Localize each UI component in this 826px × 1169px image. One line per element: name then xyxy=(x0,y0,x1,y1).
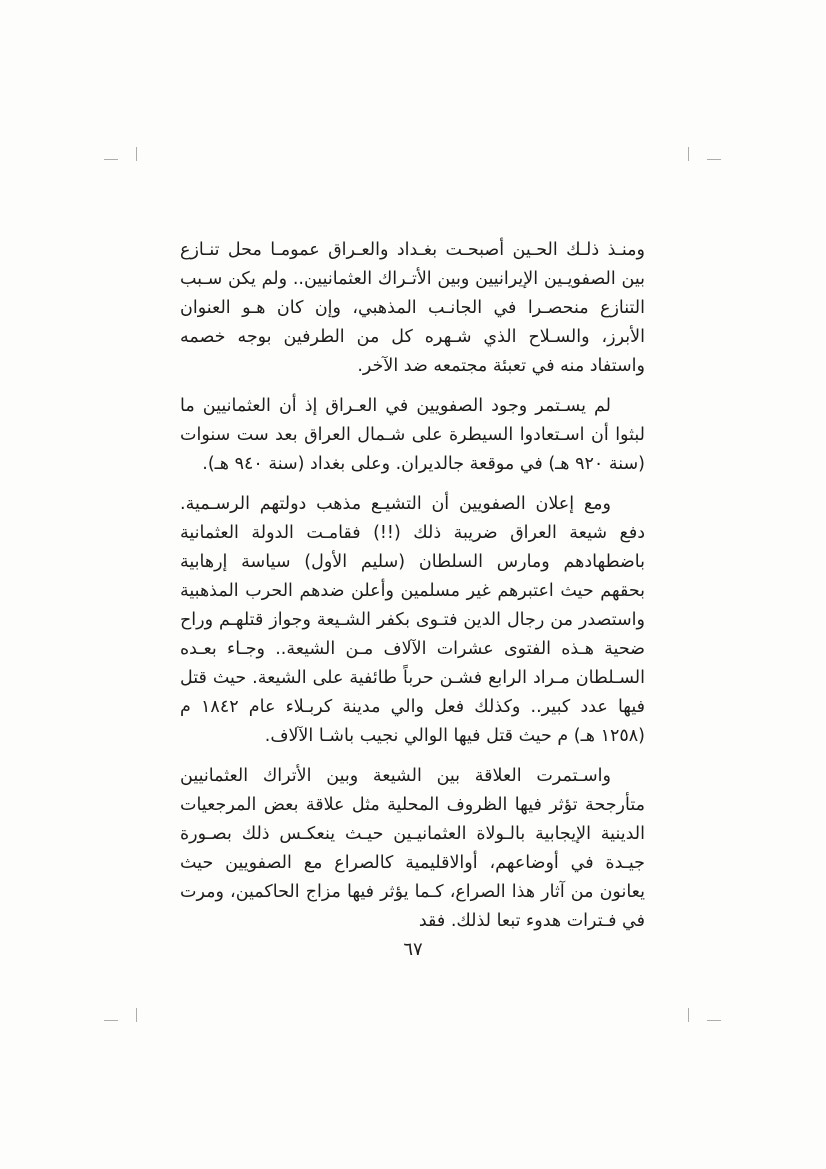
crop-mark-bottom-left xyxy=(104,1008,138,1023)
crop-mark-horizontal-line xyxy=(104,159,118,160)
crop-mark-vertical-line xyxy=(688,147,689,161)
crop-mark-horizontal-line xyxy=(707,1020,721,1021)
paragraph-2: لم يسـتمر وجود الصفويين في العـراق إذ أن العثمانيين ما لبثوا أن اسـتعادوا السيطرة على شـمال العراق بعد ست سنوات (سنة ٩٢٠ هـ) في موقعة جالديران. وعلى بغداد (سنة ٩٤٠ هـ). xyxy=(180,396,645,474)
paragraph-4: واسـتمرت العلاقة بين الشيعة وبين الأتراك العثمانيين متأرجحة تؤثر فيها الظروف المحلية مثل علاقة بعض المرجعيات الدينية الإيجابية بالـولاة العثمانيـين حيـث ينعكـس ذلك بصـورة جيـدة في أوضاعهم، أوالاقليمية كالصراع مع الصفويين حيث يعانون من آثار هذا الصراع، كـما يؤثر فيها مزاج الحاكمين، ومرت في فـترات هدوء تبعا لذلك. فقد xyxy=(180,766,645,931)
page-number: ٦٧ xyxy=(403,939,423,960)
crop-mark-vertical-line xyxy=(688,1008,689,1022)
paragraph-1: ومنـذ ذلـك الحـين أصبحـت بغـداد والعـراق عمومـا محل تنـازع بين الصفويـين الإيرانيين وبين الأتـراك العثمانيين.. ولم يكن سـبب التنازع منحصـرا في الجانـب المذهبي، وإن كان هـو العنوان الأبرز، والسـلاح الذي شـهره كل من الطرفين بوجه خصمه واستفاد منه في تعبئة مجتمعه ضد الآخر. xyxy=(180,240,645,376)
text-block xyxy=(180,236,645,947)
crop-mark-horizontal-line xyxy=(104,1020,118,1021)
paragraph-3: ومع إعلان الصفويين أن التشيـع مذهب دولتهم الرسـمية. دفع شيعة العراق ضريبة ذلك (!!) فقامـت الدولة العثمانية باضطهادهم ومارس السلطان (سليم الأول) سياسة إرهابية بحقهم حيث اعتبرهم غير مسلمين وأعلن ضدهم الحرب المذهبية واستصدر من رجال الدين فتـوى بكفر الشـيعة وجواز قتلهـم وراح ضحية هـذه الفتوى عشرات الآلاف مـن الشيعة.. وجـاء بعـده السـلطان مـراد الرابع فشـن حرباً طائفية على الشيعة. حيث قتل فيها عدد كبير.. وكذلك فعل والي مدينة كربـلاء عام ١٨٤٢ م (١٢٥٨ هـ) م حيث قتل فيها الوالي نجيب باشـا الآلاف. xyxy=(180,494,645,746)
crop-mark-vertical-line xyxy=(136,1008,137,1022)
crop-mark-vertical-line xyxy=(136,147,137,161)
crop-mark-bottom-right xyxy=(688,1008,722,1023)
crop-mark-top-left xyxy=(104,147,138,162)
crop-mark-top-right xyxy=(688,147,722,162)
crop-mark-horizontal-line xyxy=(707,159,721,160)
